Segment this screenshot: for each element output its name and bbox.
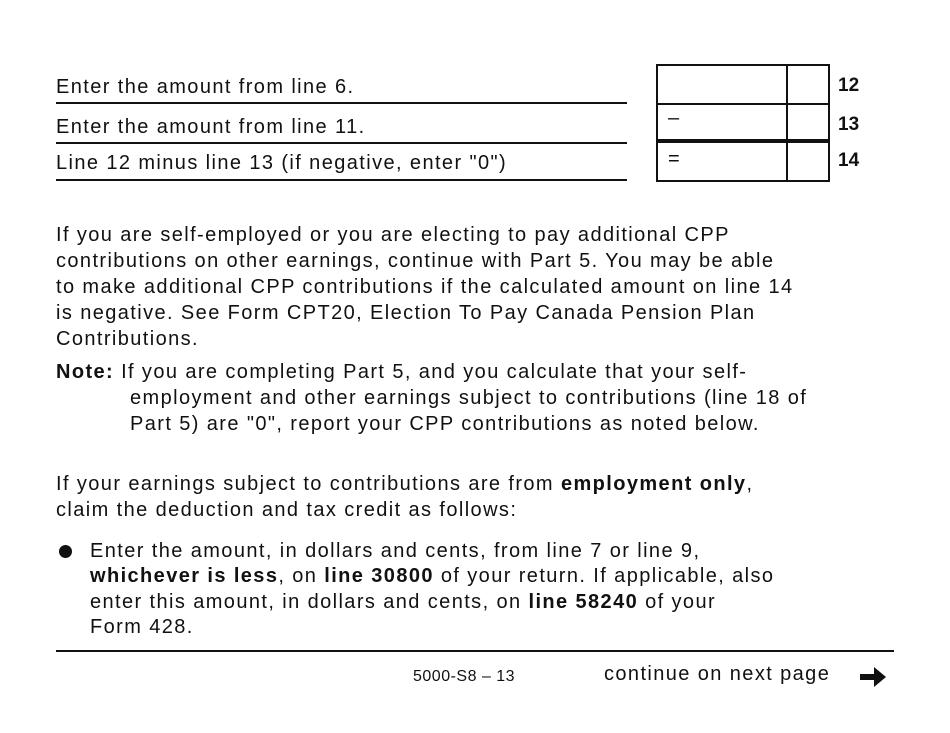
divider xyxy=(56,102,627,104)
para1-line: contributions on other earnings, continue with Part 5. You may be able xyxy=(56,250,775,272)
line-13-amount-field[interactable] xyxy=(656,102,830,141)
note-label: Note: xyxy=(56,361,115,383)
para1-line: If you are self-employed or you are electing to pay additional CPP xyxy=(56,224,730,246)
continue-next-page: continue on next page xyxy=(604,663,831,685)
note-line xyxy=(56,359,747,385)
bold-text: employment only xyxy=(560,473,747,495)
row-12-label: Enter the amount from line 6. xyxy=(56,76,355,98)
para1-line: is negative. See Form CPT20, Election To Pay Canada Pension Plan xyxy=(56,302,756,324)
bullet-line: Enter the amount, in dollars and cents, from line 7 or line 9, xyxy=(90,540,701,562)
note-line: Part 5) are "0", report your CPP contributions as noted below. xyxy=(130,413,760,435)
cents-divider xyxy=(786,102,788,139)
cents-divider xyxy=(786,66,788,103)
row-13-label: Enter the amount from line 11. xyxy=(56,116,366,138)
row-14-label: Line 12 minus line 13 (if negative, enter "0") xyxy=(56,152,508,174)
text: If your earnings subject to contributions are from xyxy=(56,473,561,495)
line-number-12: 12 xyxy=(838,75,860,96)
divider xyxy=(56,179,627,181)
line-number-13: 13 xyxy=(838,114,860,135)
note-line: employment and other earnings subject to contributions (line 18 of xyxy=(130,387,808,409)
text: , xyxy=(746,473,754,495)
para3-line xyxy=(56,471,753,497)
note-text: If you are completing Part 5, and you calculate that your self- xyxy=(114,361,748,383)
para3-line: claim the deduction and tax credit as follows: xyxy=(56,499,518,521)
bold-text: whichever is less xyxy=(90,565,279,587)
page-id: 5000-S8 – 13 xyxy=(413,668,516,685)
bullet-icon xyxy=(59,545,72,558)
bold-text: line 58240 xyxy=(528,591,639,613)
minus-operator: – xyxy=(668,107,681,129)
line-number-14: 14 xyxy=(838,150,860,171)
text: of your xyxy=(638,591,717,613)
line-12-amount-field[interactable] xyxy=(656,64,830,105)
para1-line: Contributions. xyxy=(56,328,199,350)
text: enter this amount, in dollars and cents, on xyxy=(90,591,529,613)
para1-line: to make additional CPP contributions if the calculated amount on line 14 xyxy=(56,276,794,298)
bold-text: line 30800 xyxy=(324,565,434,587)
text: , on xyxy=(278,565,325,587)
bullet-line xyxy=(90,563,774,589)
right-arrow-icon xyxy=(858,664,888,690)
bullet-line: Form 428. xyxy=(90,616,194,638)
footer-rule xyxy=(56,650,894,652)
equals-operator: = xyxy=(668,148,682,170)
text: of your return. If applicable, also xyxy=(433,565,775,587)
cents-divider xyxy=(786,143,788,180)
bullet-line xyxy=(90,589,716,615)
line-14-amount-field[interactable] xyxy=(656,141,830,182)
divider xyxy=(56,142,627,144)
